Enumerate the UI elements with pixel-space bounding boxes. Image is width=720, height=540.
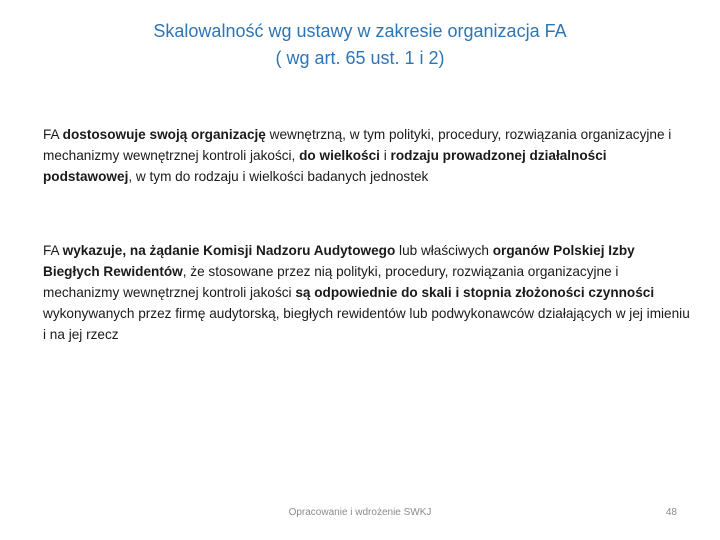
slide-title-line-2: ( wg art. 65 ust. 1 i 2) — [275, 48, 445, 68]
paragraph-text: lub właściwych — [395, 243, 493, 258]
bold-phrase: są odpowiednie do skali i stopnia złożoności czynności — [295, 285, 655, 300]
bold-phrase: rodzaju prowadzonej działalności podstawowej — [43, 148, 607, 184]
page-number: 48 — [665, 507, 677, 518]
bold-phrase: organów Polskiej Izby Biegłych Rewidentów — [43, 243, 635, 279]
paragraph-text: FA — [43, 243, 63, 258]
bold-phrase: wykazuje, na żądanie Komisji Nadzoru Audytowego — [62, 243, 396, 258]
slide-title — [40, 18, 680, 72]
slide-title-line-1: Skalowalność wg ustawy w zakresie organizacja FA — [153, 21, 567, 41]
footer-note: Opracowanie i wdrożenie SWKJ — [288, 507, 432, 518]
paragraph-text: , że stosowane przez nią polityki, procedury, rozwiązania organizacyjne i mechanizmy wewnętrznej kontroli jakości — [43, 264, 619, 300]
paragraph-demonstrates-adequacy — [43, 240, 693, 345]
paragraph-text: , w tym do rodzaju i wielkości badanych jednostek — [128, 169, 429, 184]
paragraph-text: wykonywanych przez firmę audytorską, biegłych rewidentów lub podwykonawców działających w jej imieniu i na jej rzecz — [43, 306, 690, 342]
paragraph-text: wewnętrzną, w tym polityki, procedury, rozwiązania organizacyjne i mechanizmy wewnętrznej kontroli jakości, — [43, 127, 672, 163]
bold-phrase: do wielkości — [299, 148, 380, 163]
paragraph-text: FA — [43, 127, 63, 142]
paragraph-text: i — [379, 148, 391, 163]
paragraph-adjusts-organization — [43, 124, 693, 187]
bold-phrase: dostosowuje swoją organizację — [62, 127, 266, 142]
